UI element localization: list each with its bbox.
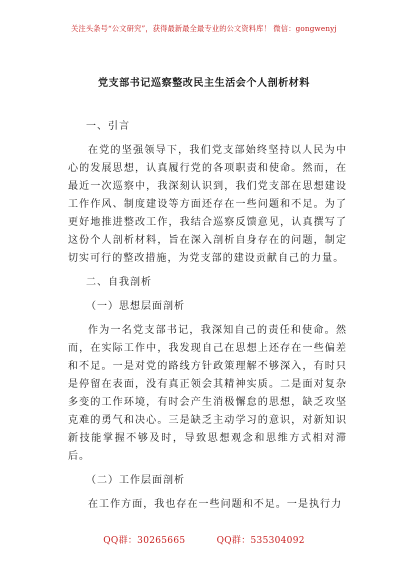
paragraph: 作为一名党支部书记，我深知自己的责任和使命。然而，在实际工作中，我发现自己在思想上还存在一些偏差和不足。一是对党的路线方针政策理解不够深入，有时只是停留在表面，没有真正领会其精神实质。二是面对复杂多变的工作环境，有时会产生消极懈怠的思想，缺乏攻坚克难的勇气和决心。三是缺乏主动学习的意识，对新知识新技能掌握不够及时，导致思想观念和思维方式相对滞后。 xyxy=(68,325,347,462)
document-title: 党支部书记巡察整改民主生活会个人剖析材料 xyxy=(98,78,310,89)
qq-group-1: QQ群：30265665 xyxy=(103,536,186,546)
paragraph: 在党的坚强领导下，我们党支部始终坚持以人民为中心的发展思想，认真履行党的各项职责和使命。然而，在最近一次巡察中，我深刻认识到，我们党支部在思想建设工作作风、制度建设等方面还存在一些问题和不足。为了更好地推进整改工作，我结合巡察反馈意见，认真撰写了这份个人剖析材料，旨在深入剖析自身存在的问题，制定切实可行的整改措施，为党支部的建设贡献自己的力量。 xyxy=(68,145,347,264)
subsection-heading: （二）工作层面剖析 xyxy=(86,475,185,486)
qq-group-2: QQ群：535304092 xyxy=(216,536,305,546)
qq-footer xyxy=(0,533,408,546)
subsection-heading: （一）思想层面剖析 xyxy=(86,301,185,312)
section-heading: 一、引言 xyxy=(86,121,130,132)
paragraph: 在工作方面，我也存在一些问题和不足。一是执行力 xyxy=(88,499,343,510)
promo-header: 关注头条号“公文研究”，获得最新最全最专业的公文资料库！ 微信：gongwenyj xyxy=(71,24,337,33)
section-heading: 二、自我剖析 xyxy=(86,277,152,288)
document-body xyxy=(68,118,347,520)
